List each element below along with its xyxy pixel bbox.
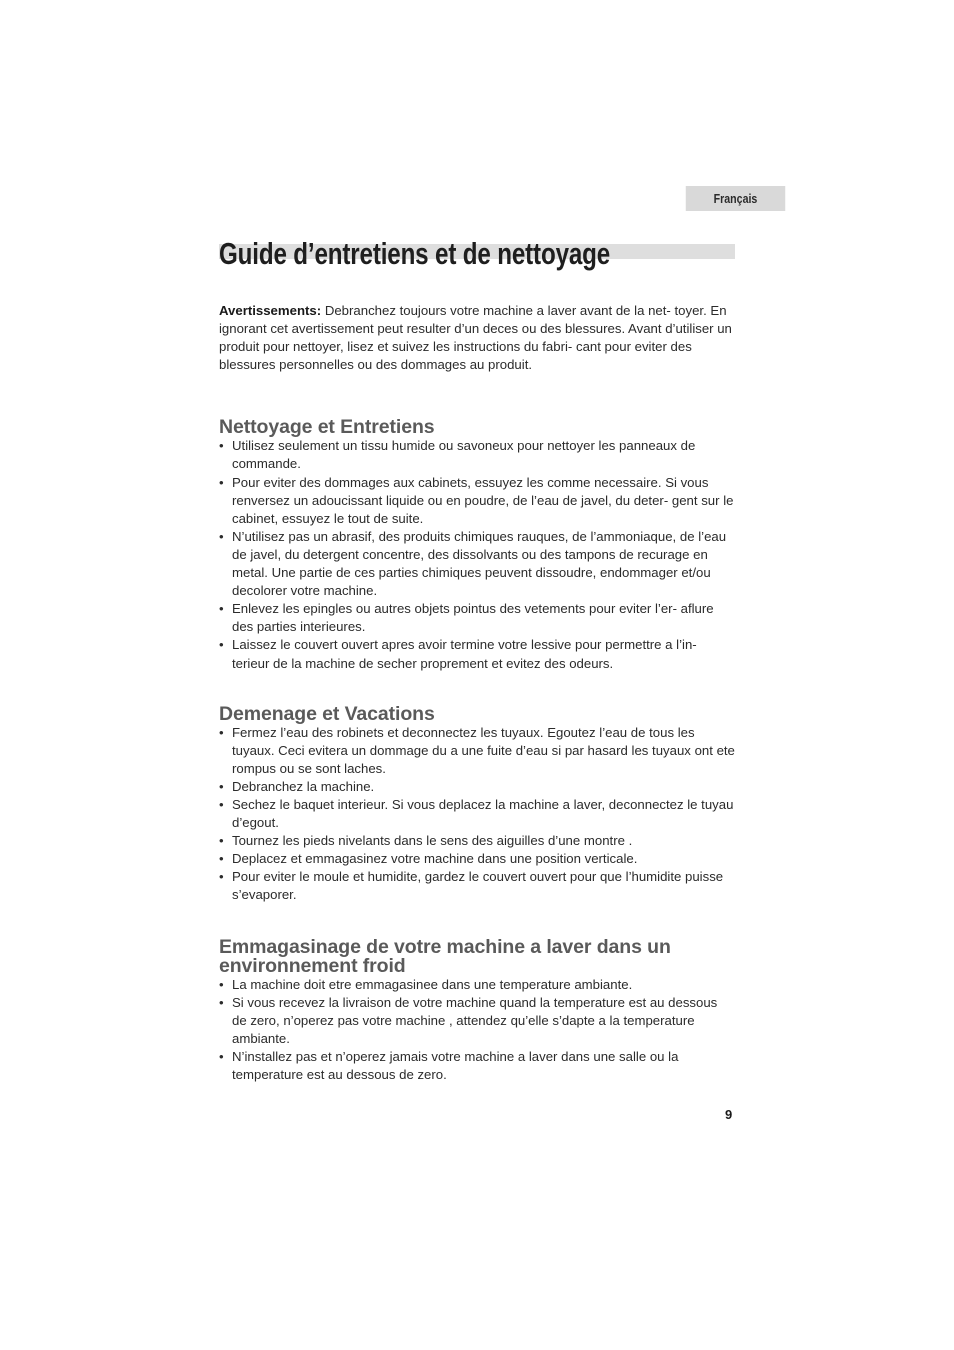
bullet-list [219, 976, 735, 1085]
section-heading: Emmagasinage de votre machine a laver dans un environnement froid [219, 935, 671, 977]
section-heading: Nettoyage et Entretiens [219, 416, 435, 439]
language-tab: Français [686, 186, 785, 211]
list-item: • Deplacez et emmagasinez votre machine dans une position verticale. [219, 850, 735, 868]
section-moving [219, 702, 735, 905]
list-item: • N’installez pas et n’operez jamais votre machine a laver dans une salle ou la temperature est au dessous de zero. [219, 1048, 735, 1084]
list-item: • Enlevez les epingles ou autres objets pointus des vetements pour eviter l’er- aflure des parties interieures. [219, 600, 735, 636]
list-item: • Sechez le baquet interieur. Si vous deplacez la machine a laver, deconnectez le tuyau d’egout. [219, 796, 735, 832]
list-item: • Fermez l’eau des robinets et deconnectez les tuyaux. Egoutez l’eau de tous les tuyaux. Ceci evitera un dommage du a une fuite d’eau si par hasard les tuyaux ont ete rompus ou se sont laches. [219, 724, 735, 778]
section-heading: Demenage et Vacations [219, 702, 435, 725]
page-title: Guide d’entretiens et de nettoyage [219, 236, 611, 271]
list-item: • Laissez le couvert ouvert apres avoir termine votre lessive pour permettre a l’in- terieur de la machine de secher proprement et evitez des odeurs. [219, 636, 735, 672]
page-content [219, 302, 735, 1084]
warning-paragraph [219, 302, 735, 374]
bullet-list [219, 724, 735, 905]
list-item: • Tournez les pieds nivelants dans le sens des aiguilles d’une montre . [219, 832, 735, 850]
list-item: • Debranchez la machine. [219, 778, 735, 796]
list-item: • Pour eviter des dommages aux cabinets, essuyez les comme necessaire. Si vous renversez un adoucissant liquide ou en poudre, de l’eau de javel, du deter- gent sur le cabinet, essuyez le tout de suite. [219, 474, 735, 528]
list-item: • La machine doit etre emmagasinee dans une temperature ambiante. [219, 976, 735, 994]
warning-text: Debranchez toujours votre machine a laver avant de la net- toyer. En ignorant cet avertissement peut resulter d’un deces ou des blessures. Avant d’utiliser un produit pour nettoyer, lisez et suivez les instructions du fabri- cant pour eviter des blessures personnelles ou des dommages au produit. [219, 303, 732, 373]
list-item: • Pour eviter le moule et humidite, gardez le couvert ouvert pour que l’humidite puisse s’evaporer. [219, 868, 735, 904]
list-item: • N’utilisez pas un abrasif, des produits chimiques rauques, de l’ammoniaque, de l’eau de javel, du detergent concentre, des dissolvants ou des tampons de recurage en metal. Une partie de ces parties chimiques peuvent dissoudre, endommager et/ou decolorer votre machine. [219, 528, 735, 600]
section-cold-storage [219, 935, 735, 1085]
section-cleaning [219, 418, 735, 672]
list-item: • Utilisez seulement un tissu humide ou savoneux pour nettoyer les panneaux de commande. [219, 437, 735, 473]
page-number: 9 [725, 1107, 733, 1122]
list-item: • Si vous recevez la livraison de votre machine quand la temperature est au dessous de zero, n’operez pas votre machine , attendez qu’elle s’dapte a la temperature ambiante. [219, 994, 735, 1048]
warning-label: Avertissements: [219, 303, 322, 318]
bullet-list [219, 437, 735, 672]
